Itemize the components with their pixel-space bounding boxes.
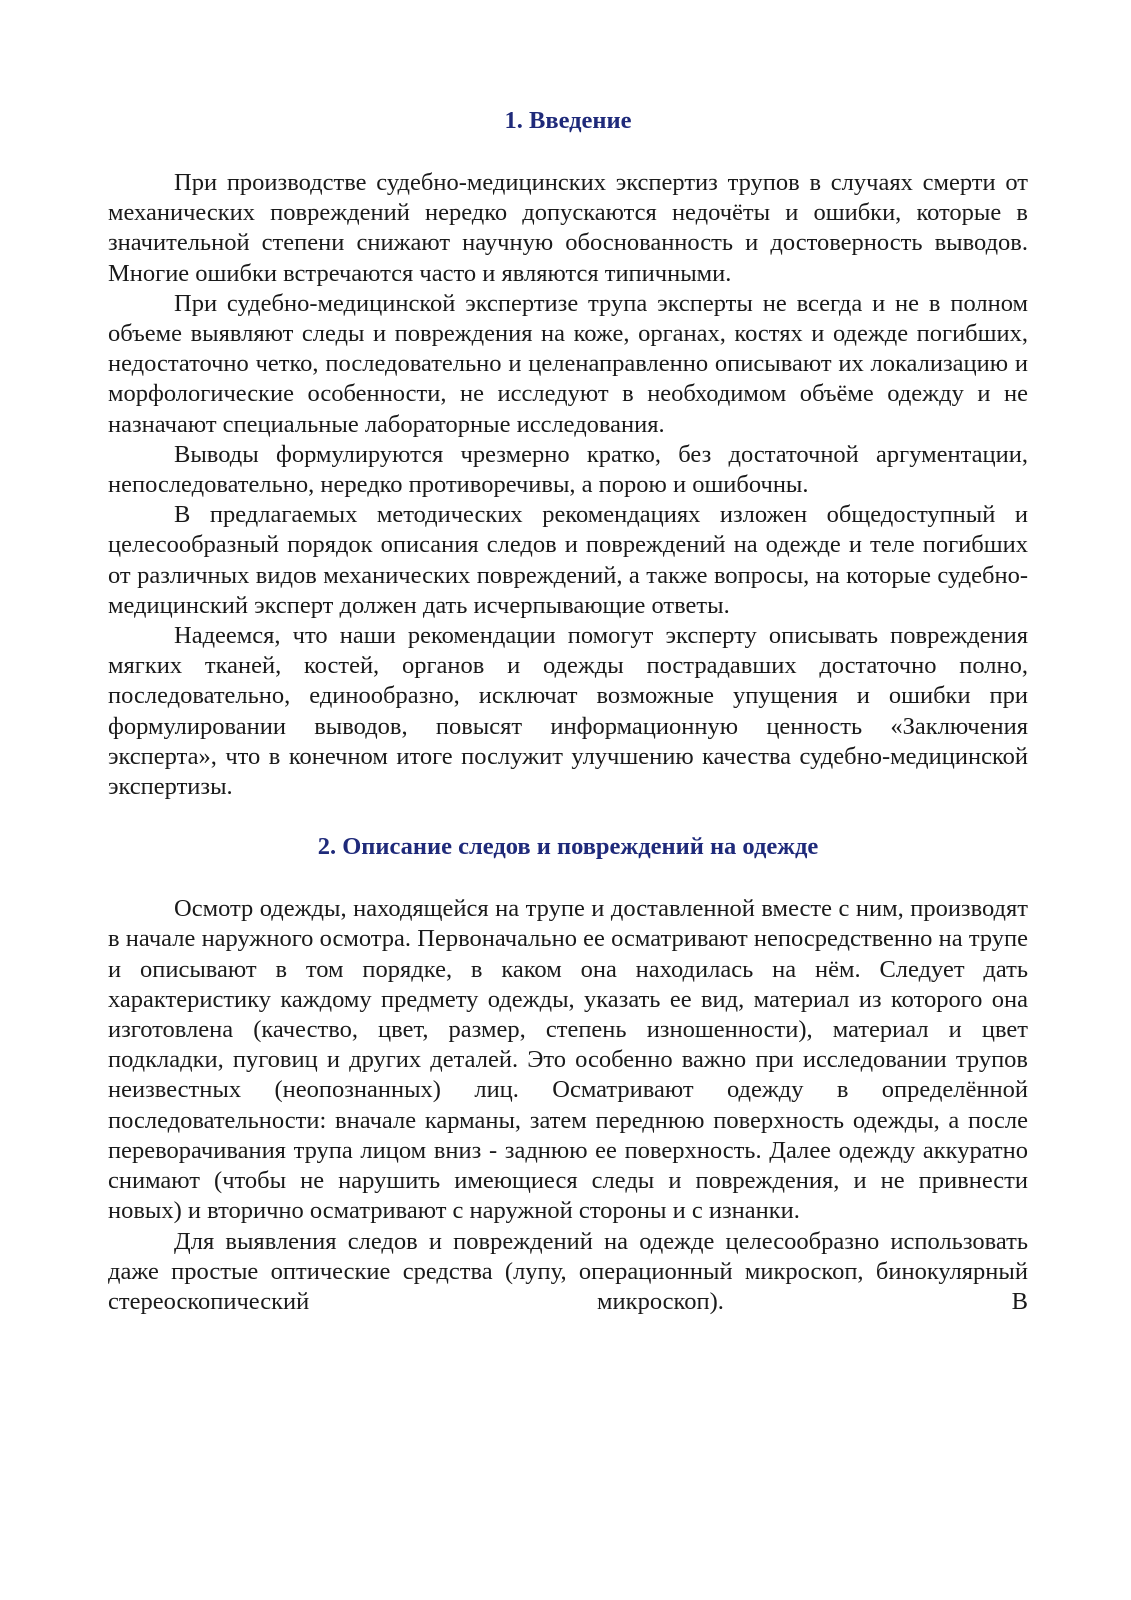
page-content bbox=[108, 106, 1028, 1317]
section-1-paragraph-4: В предлагаемых методических рекомендациях изложен общедоступный и целесообразный порядок описания следов и повреждений на одежде и теле погибших от различных видов механических повреждений, а также вопросы, на которые судебно-медицинский эксперт должен дать исчерпывающие ответы. bbox=[108, 501, 1028, 619]
section-1-paragraph-1: При производстве судебно-медицинских экспертиз трупов в случаях смерти от механических повреждений нередко допускаются недочёты и ошибки, которые в значительной степени снижают научную обоснованность и достоверность выводов. Многие ошибки встречаются часто и являются типичными. bbox=[108, 169, 1028, 287]
section-2-paragraph-2: Для выявления следов и повреждений на одежде целесообразно использовать даже простые оптические средства (лупу, операционный микроскоп, бинокулярный стереоскопический микроскоп). В bbox=[108, 1227, 1028, 1315]
section-2-paragraph-1: Осмотр одежды, находящейся на трупе и доставленной вместе с ним, производят в начале наружного осмотра. Первоначально ее осматривают непосредственно на трупе и описывают в том порядке, в каком она находилась на нём. Следует дать характеристику каждому предмету одежды, указать ее вид, материал из которого она изготовлена (качество, цвет, размер, степень изношенности), материал и цвет подкладки, пуговиц и других деталей. Это особенно важно при исследовании трупов неизвестных (неопознанных) лиц. Осматривают одежду в определённой последовательности: вначале карманы, затем переднюю поверхность одежды, а после переворачивания трупа лицом вниз - заднюю ее поверхность. Далее одежду аккуратно снимают (чтобы не нарушить имеющиеся следы и повреждения, и не привнести новых) и вторично осматривают с наружной стороны и с изнанки. bbox=[108, 895, 1028, 1225]
section-2-heading: 2. Описание следов и повреждений на одежде bbox=[317, 833, 819, 861]
section-1-paragraph-2: При судебно-медицинской экспертизе трупа эксперты не всегда и не в полном объеме выявляют следы и повреждения на коже, органах, костях и одежде погибших, недостаточно четко, последовательно и целенаправленно описывают их локализацию и морфологические особенности, не исследуют в необходимом объёме одежду и не назначают специальные лабораторные исследования. bbox=[108, 289, 1028, 438]
section-1-heading: 1. Введение bbox=[504, 107, 632, 134]
section-1-paragraph-5: Надеемся, что наши рекомендации помогут эксперту описывать повреждения мягких тканей, костей, органов и одежды пострадавших достаточно полно, последовательно, единообразно, исключат возможные упущения и ошибки при формулировании выводов, повысят информационную ценность «Заключения эксперта», что в конечном итоге послужит улучшению качества судебно-медицинской экспертизы. bbox=[108, 622, 1028, 801]
section-1-paragraph-3: Выводы формулируются чрезмерно кратко, без достаточной аргументации, непоследовательно, нередко противоречивы, а порою и ошибочны. bbox=[108, 440, 1028, 499]
